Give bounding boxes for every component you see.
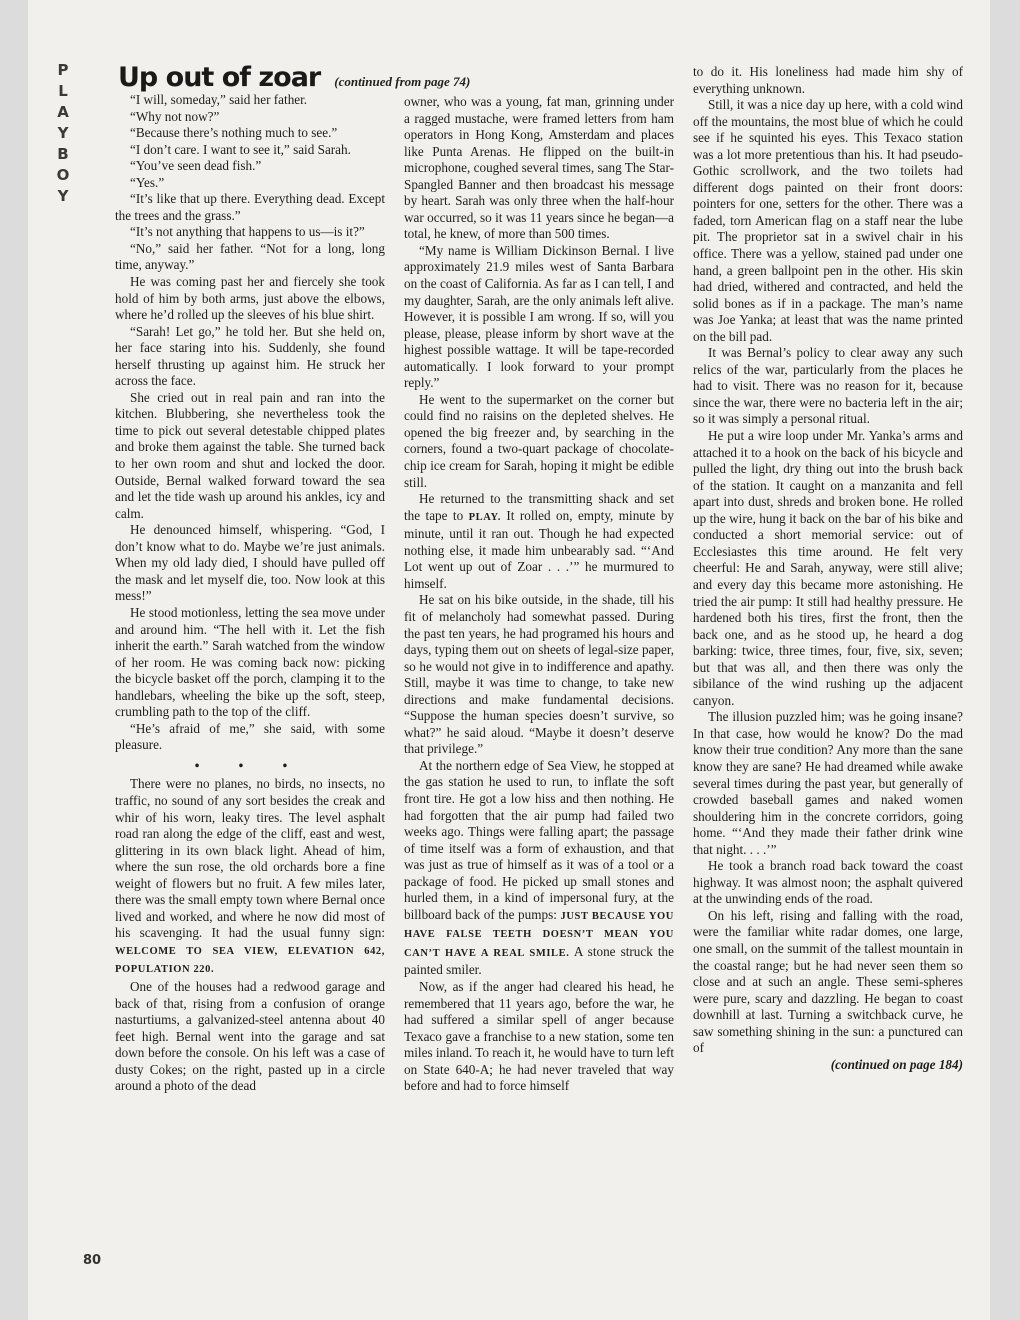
continued-from-note: (continued from page 74): [334, 74, 471, 89]
paragraph: He denounced himself, whispering. “God, I don’t know what to do. Maybe we’re just animals. When my old lady died, I should have pulled off the mask and let myself die, too. Now look at this mess!”: [115, 522, 385, 604]
paragraph: [404, 491, 674, 592]
paragraph: He put a wire loop under Mr. Yanka’s arms and attached it to a hook on the back of his bicycle and pulled the light, dry thing out into the brush back of the station. It caught on a manzanita and fell apart into dust, shreds and broken bone. He rolled up the wire, hung it back on the bar of his bike and conducted a short memorial service: out of Ecclesiastes this time around. He felt very cheerful: He and Sarah, anyway, were still alive; and every day this became more astonishing. He tried the air pump: It still had healthy pressure. He hardened both his tires, first the front, then the back one, and as he stood up, he heard a dog barking: twice, three times, four, five, six, seven; but that was all, and then there was only the sibilance of the wind rushing up the adjacent canyon.: [693, 428, 963, 708]
paragraph: “Why not now?”: [130, 108, 220, 124]
road-sign-text: WELCOME TO SEA VIEW, ELEVATION 642, POPULATION 220.: [115, 945, 385, 976]
paragraph: owner, who was a young, fat man, grinning under a ragged mustache, were framed letters from ham operators in Hong Kong, Amsterdam and places like Punta Arenas. He flipped on the built-in microphone, coughed several times, sang The Star-Spangled Banner and then broadcast his message by heart. Sarah was only three when the half-hour war occurred, so it was 11 years since he began—a total, he knew, of more than 500 times.: [404, 94, 674, 242]
paragraph: “Because there’s nothing much to see.”: [130, 125, 338, 141]
paragraph: “I will, someday,” said her father.: [130, 92, 308, 107]
text-column-3: [693, 64, 963, 1073]
article-headline: [118, 62, 718, 93]
paragraph: “It’s not anything that happens to us—is it?”: [130, 224, 365, 240]
paragraph: to do it. His loneliness had made him shy of everything unknown.: [693, 64, 963, 96]
paragraph: [404, 758, 674, 979]
paragraph: “My name is William Dickinson Bernal. I live approximately 21.9 miles west of Santa Barbara on the coast of California. As far as I can tell, I and my daughter, Sarah, are the only animals left alive. However, it is possible I am wrong. If so, will you please, please, please inform by short wave at the highest possible wattage. It will be tape-recorded automatically. I look forward to your prompt reply.”: [404, 242, 674, 391]
text-column-2: [404, 94, 674, 1095]
paragraph: “Yes.”: [130, 174, 165, 190]
paragraph: One of the houses had a redwood garage and back of that, rising from a confusion of orange nasturtiums, a galvanized-steel antenna about 40 feet high. Bernal went into the garage and sat down before the console. On his left was a case of dusty Cokes; on the right, pasted up in a circle around a photo of the dead: [115, 978, 385, 1094]
paragraph: It was Bernal’s policy to clear away any such relics of the war, particularly from the places he had to visit. There was no reason for it, because since the war, there were no bacteria left in the air; so it was simply a personal ritual.: [693, 345, 963, 427]
paragraph: “It’s like that up there. Everything dead. Except the trees and the grass.”: [115, 191, 385, 223]
paragraph: He was coming past her and fiercely she took hold of him by both arms, just above the elbows, where he’d rolled up the sleeves of his blue shirt.: [115, 274, 385, 323]
paragraph: She cried out in real pain and ran into the kitchen. Blubbering, she nevertheless took the time to pick out several detestable chipped plates and broke them against the table. She turned back to her own room and shut and locked the door. Outside, Bernal walked forward toward the sea and let the tide wash up around his ankles, icy and calm.: [115, 389, 385, 521]
paragraph: [115, 776, 385, 979]
paragraph: Still, it was a nice day up here, with a cold wind off the mountains, the most blue of which he could see if he squinted his eyes. This Texaco station was a lot more pretentious than his. It had pseudo-Gothic scrollwork, and the two toilets had different dogs painted on their front doors: pointers for one, setters for the other. There was a faded, torn American flag on a staff near the lube pit. The proprietor sat in a swivel chair in his office. There was a yellow, stained pad under one hand, a green ballpoint pen in the other. His skin had dried, withered and contracted, and held the solid bones as if in a package. The man’s name was Joe Yanka; at least that was the name printed on the bill pad.: [693, 97, 963, 344]
paragraph: “No,” said her father. “Not for a long, long time, anyway.”: [115, 240, 385, 273]
paragraph: He stood motionless, letting the sea move under and around him. “The hell with it. Let the fish inherit the earth.” Sarah watched from the window of her room. He was coming back now: picking the bicycle basket off the porch, clamping it to the handlebars, wheeling the bike up the soft, steep, crumbling path to the top of the cliff.: [115, 604, 385, 720]
text-column-1: [115, 92, 385, 1095]
paragraph-text: There were no planes, no birds, no insects, no traffic, no sound of any sort besides the creak and whir of his worn, leaky tires. The level asphalt road ran along the edge of the cliff, east and west, glittering in its own black light. Ahead of him, where the sun rose, the old orchards bore a fine weight of flowers but no fruit. A few miles later, there was the small empty town where Bernal once lived and worked, and where he now did most of his scavenging. It had the usual funny sign:: [115, 776, 385, 941]
sidebar-letter: A: [57, 103, 69, 121]
sidebar-letter: B: [57, 145, 69, 163]
paragraph: “You’ve seen dead fish.”: [130, 158, 262, 174]
section-break: • • •: [194, 757, 306, 773]
paragraph-text: It rolled on, empty, minute by minute, until it ran out. Though he had expected nothing else, it made him unbearably sad. “‘And Lot went up out of Zoar . . .’” he murmured to himself.: [404, 507, 675, 591]
billboard-text: JUST BECAUSE YOU HAVE FALSE TEETH DOESN’T MEAN YOU CAN’T HAVE A REAL SMILE.: [404, 910, 674, 959]
page-number: 80: [83, 1253, 102, 1268]
sidebar-letter: L: [58, 82, 68, 100]
paragraph: The illusion puzzled him; was he going insane? In that case, how would he know? Do the mad know their true condition? Any more than the sane know they are sane? He had dreamed while awake several times during the past year, but generally of crowded baseball games and naked women shouldering him in the concrete corridors, going home. “‘And they made their father drink wine that night. . . .’”: [693, 709, 963, 857]
paragraph: Now, as if the anger had cleared his head, he remembered that 11 years ago, before the war, he had suffered a similar spell of anger because Texaco gave a franchise to a new station, some ten miles inland. To reach it, he would have to turn left on State 640-A; he had never traveled that way before and had to force himself: [404, 978, 674, 1094]
sidebar-letter: Y: [57, 124, 69, 142]
paragraph: “I don’t care. I want to see it,” said Sarah.: [130, 141, 351, 157]
sidebar-letter: P: [57, 61, 69, 79]
paragraph-text: He returned to the transmitting shack and set the tape to: [404, 491, 674, 523]
paragraph: “He’s afraid of me,” she said, with some pleasure.: [115, 720, 385, 753]
paragraph-text: A stone struck the painted smiler.: [404, 943, 674, 978]
paragraph: He went to the supermarket on the corner but could find no raisins on the depleted shelves. He opened the big freezer and, by searching in the corners, found a two-quart package of chocolate-chip ice cream for Sarah, hoping it might be edible still.: [404, 391, 674, 490]
paragraph: On his left, rising and falling with the road, were the familiar white radar domes, one large, one small, on the summit of the tallest mountain in the coastal range; but he had never seen them so close and at such an angle. These semi-spheres were pure, scary and dazzling. He began to coast downhill at last. Turning a switchback curve, he saw something shining in the sun: a punctured can of: [693, 907, 963, 1056]
tape-button-label: PLAY.: [468, 511, 501, 523]
sidebar-letter: O: [56, 166, 70, 184]
sidebar-letter: Y: [57, 187, 69, 205]
paragraph: He took a branch road back toward the coast highway. It was almost noon; the asphalt quivered at the unwinding ends of the road.: [693, 858, 963, 907]
continued-on-note: (continued on page 184): [830, 1056, 963, 1072]
article-title: Up out of zoar: [118, 62, 321, 93]
paragraph: He sat on his bike outside, in the shade, till his fit of melancholy had somewhat passed. During the past ten years, he had programed his hours and days, typing them out on sheets of legal-size paper, so he would not give in to indifference and apathy. Still, maybe it was time to change, to take new directions and make fundamental decisions. “Suppose the human species doesn’t survive, so what?” he said aloud. “Maybe it doesn’t deserve that privilege.”: [404, 592, 674, 757]
paragraph-text: At the northern edge of Sea View, he stopped at the gas station he used to run, to inflate the soft front tire. He got a low hiss and then nothing. He had forgotten that the air pump had failed two weeks ago. Things were falling apart; the passage of time itself was a form of exhaustion, and that was just as true of himself as it was of a tool or a package of food. He picked up small stones and hurled them, in a kind of impersonal fury, at the billboard back of the pumps:: [404, 757, 674, 922]
paragraph: “Sarah! Let go,” he told her. But she held on, her face staring into his. Suddenly, she found herself thrusting up against him. He struck her across the face.: [115, 323, 385, 389]
magazine-sidebar-label: [50, 60, 76, 207]
